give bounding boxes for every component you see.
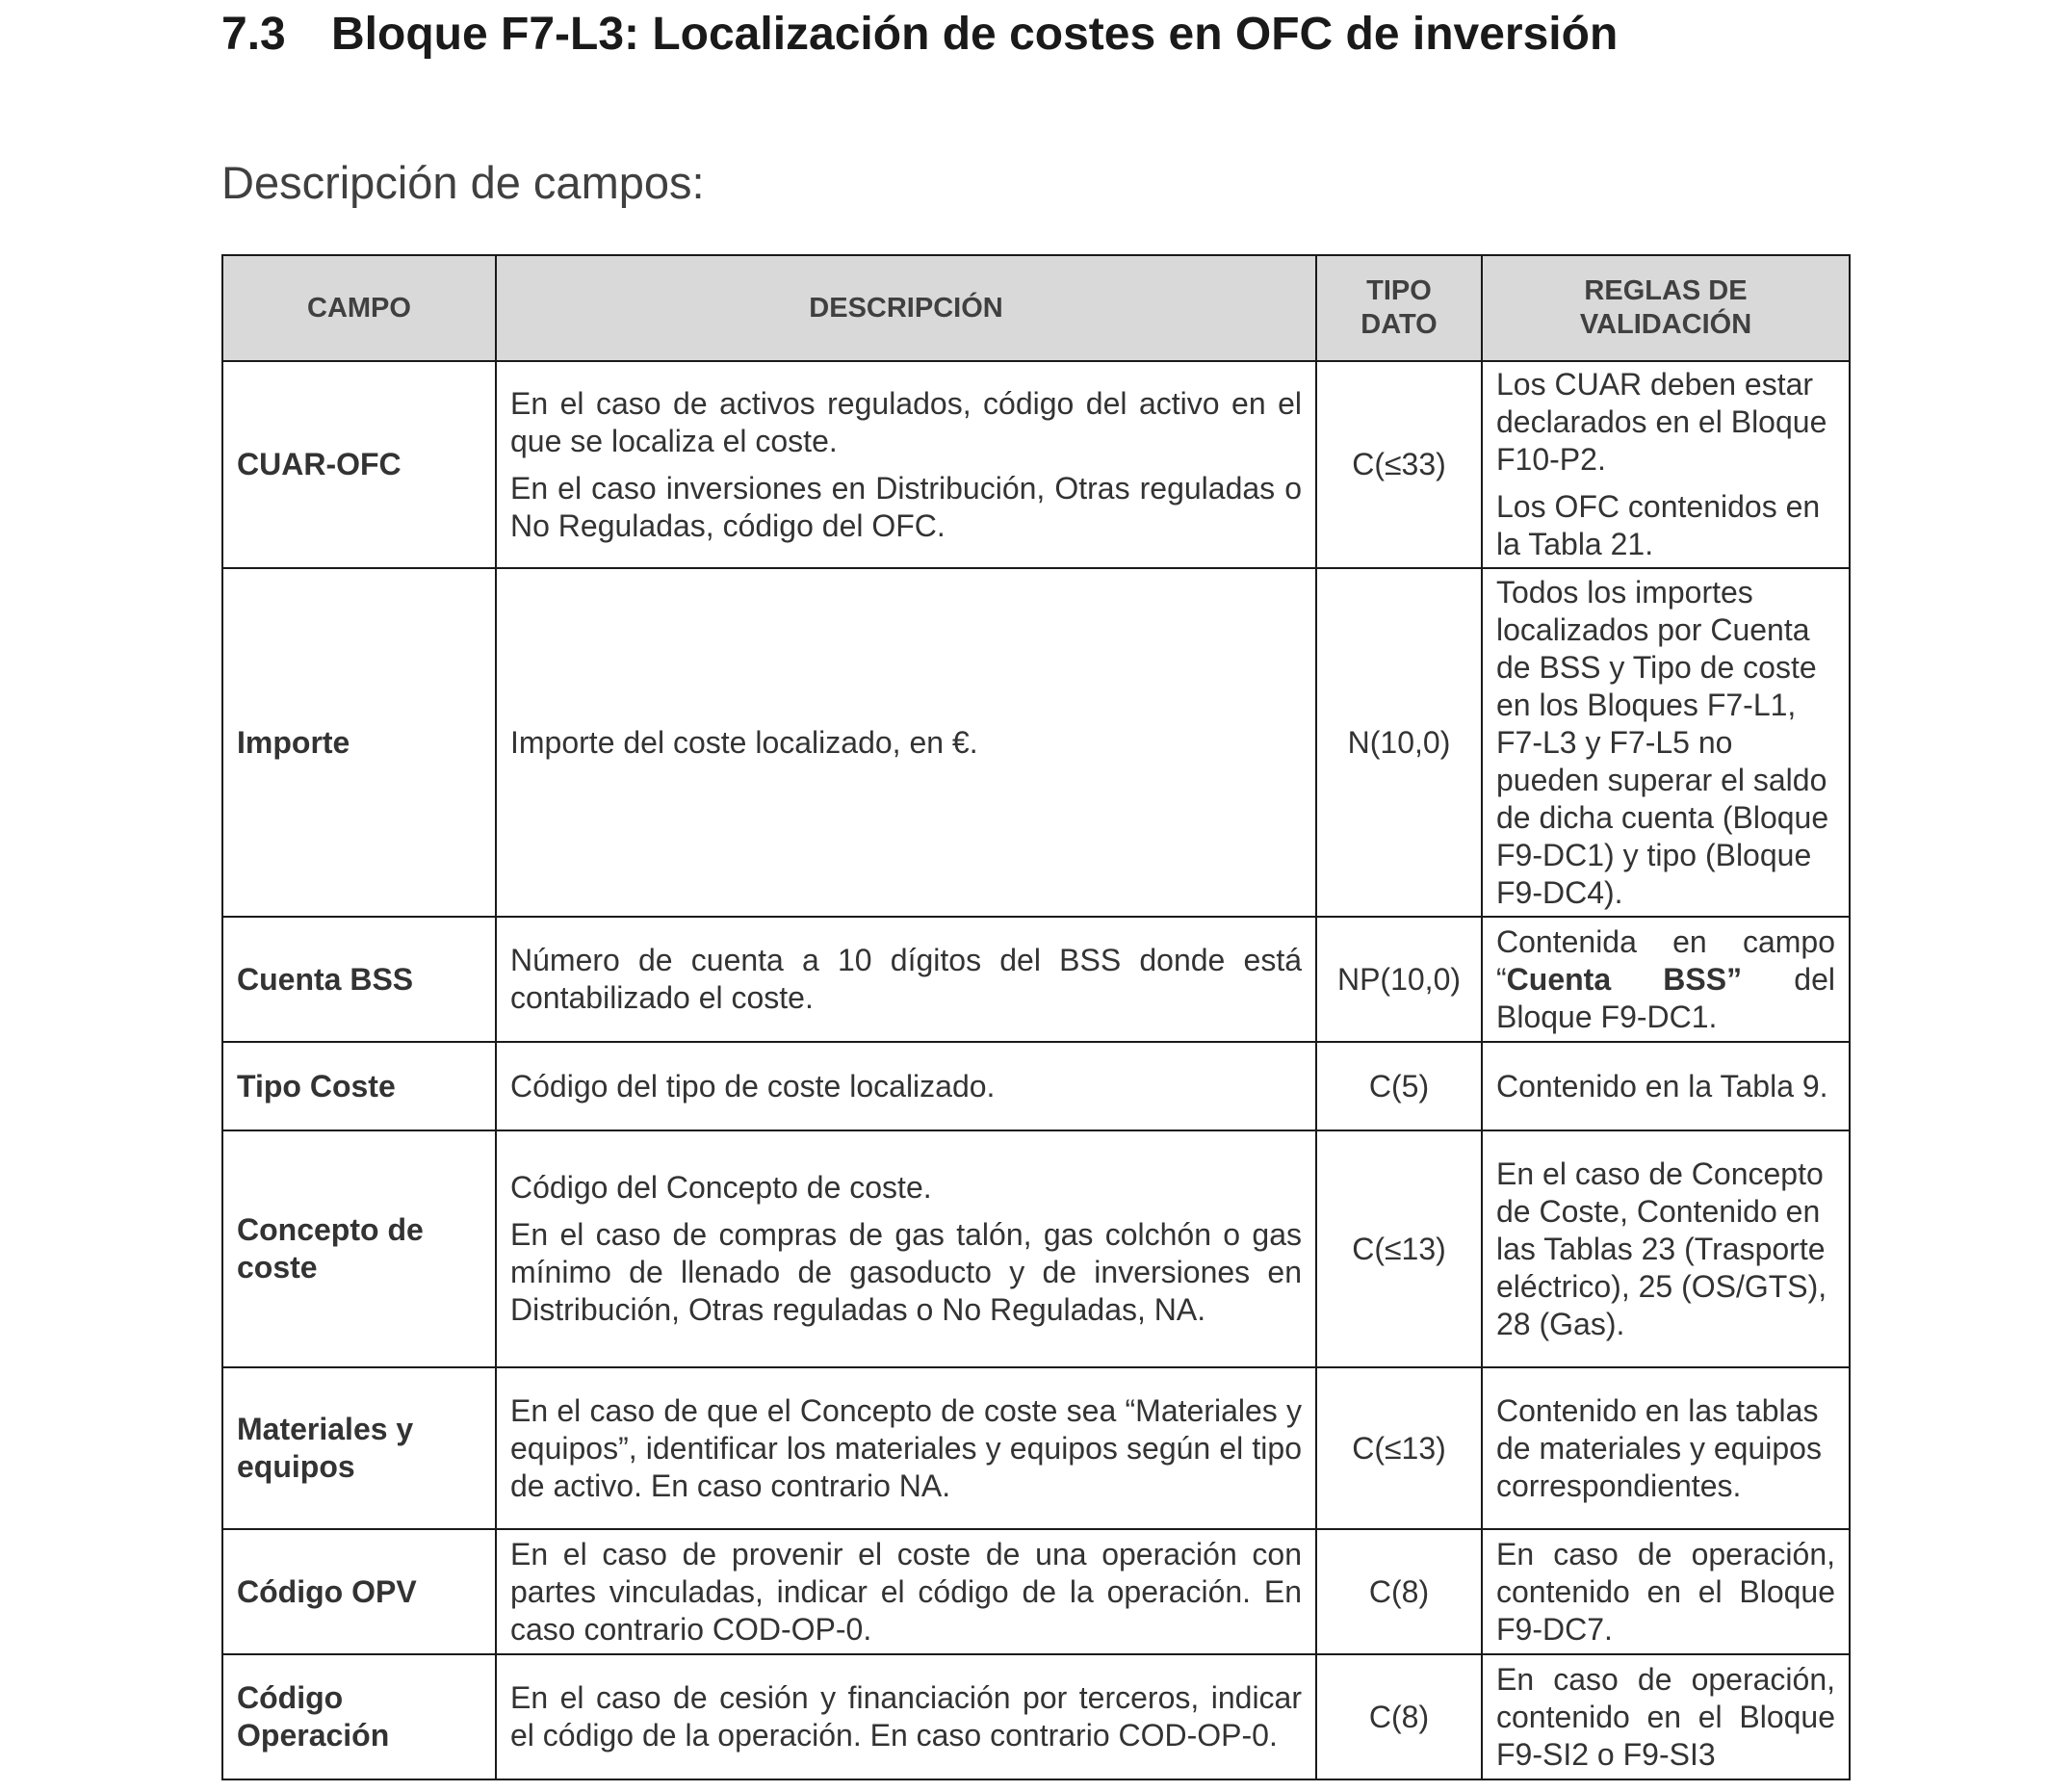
field-description <box>496 1367 1316 1529</box>
fields-table <box>221 254 1851 1780</box>
rule-paragraph <box>1496 923 1835 1036</box>
rule-paragraph: Los OFC contenidos en la Tabla 21. <box>1496 489 1821 561</box>
field-name: Tipo Coste <box>222 1042 496 1130</box>
field-data-type: N(10,0) <box>1316 568 1482 917</box>
field-data-type: C(≤13) <box>1316 1367 1482 1529</box>
table-row <box>222 1130 1850 1367</box>
header-reglas-line1: REGLAS DE <box>1584 275 1748 306</box>
field-data-type: C(≤13) <box>1316 1130 1482 1367</box>
table-row <box>222 1654 1850 1779</box>
header-tipo-dato <box>1316 255 1482 361</box>
header-reglas-validacion <box>1482 255 1850 361</box>
header-campo: CAMPO <box>222 255 496 361</box>
description-paragraph: Código del Concepto de coste. <box>510 1170 932 1205</box>
rule-paragraph: Contenido en la Tabla 9. <box>1496 1068 1828 1104</box>
description-paragraph: En el caso inversiones en Distribución, Otras reguladas o No Reguladas, código del OFC. <box>510 470 1302 543</box>
field-validation-rules <box>1482 1367 1850 1529</box>
description-paragraph: Número de cuenta a 10 dígitos del BSS donde está contabilizado el coste. <box>510 943 1302 1015</box>
table-row <box>222 361 1850 568</box>
description-paragraph: En el caso de compras de gas talón, gas colchón o gas mínimo de llenado de gasoducto y de inversiones en Distribución, Otras reguladas o No Reguladas, NA. <box>510 1217 1302 1327</box>
field-validation-rules <box>1482 361 1850 568</box>
field-validation-rules <box>1482 1042 1850 1130</box>
table-row <box>222 1367 1850 1529</box>
header-tipo-line2: DATO <box>1360 309 1438 340</box>
table-row <box>222 1042 1850 1130</box>
field-name: Importe <box>222 568 496 917</box>
description-paragraph: Código del tipo de coste localizado. <box>510 1068 996 1104</box>
rule-paragraph: En caso de operación, contenido en el Bloque F9-DC7. <box>1496 1536 1835 1647</box>
field-name: CUAR-OFC <box>222 361 496 568</box>
rule-paragraph: Contenido en las tablas de materiales y equipos correspondientes. <box>1496 1392 1822 1503</box>
field-validation-rules <box>1482 1654 1850 1779</box>
section-title: Bloque F7-L3: Localización de costes en OFC de inversión <box>331 9 1619 60</box>
field-description <box>496 1130 1316 1367</box>
field-validation-rules <box>1482 917 1850 1042</box>
header-reglas-line2: VALIDACIÓN <box>1579 309 1752 340</box>
rule-text-before: Contenida en campo “ <box>1496 923 1835 997</box>
fields-description-subheading: Descripción de campos: <box>221 157 705 208</box>
field-description <box>496 568 1316 917</box>
field-description <box>496 1529 1316 1654</box>
field-data-type: C(5) <box>1316 1042 1482 1130</box>
section-number: 7.3 <box>221 9 286 60</box>
table-header-row <box>222 255 1850 361</box>
field-data-type: C(≤33) <box>1316 361 1482 568</box>
field-validation-rules <box>1482 1529 1850 1654</box>
rule-paragraph: Los CUAR deben estar declarados en el Bloque F10-P2. <box>1496 367 1827 477</box>
table-row <box>222 1529 1850 1654</box>
header-tipo-line1: TIPO <box>1366 275 1432 306</box>
description-paragraph: En el caso de cesión y financiación por terceros, indicar el código de la operación. En caso contrario COD-OP-0. <box>510 1680 1302 1753</box>
description-paragraph: En el caso de activos regulados, código del activo en el que se localiza el coste. <box>510 385 1302 458</box>
table-row <box>222 568 1850 917</box>
rule-paragraph: Todos los importes localizados por Cuenta de BSS y Tipo de coste en los Bloques F7-L1, F7-L3 y F7-L5 no pueden superar el saldo de dicha cuenta (Bloque F9-DC1) y tipo (Bloque F9-DC4). <box>1496 574 1829 910</box>
field-validation-rules <box>1482 1130 1850 1367</box>
field-validation-rules <box>1482 568 1850 917</box>
field-name: Cuenta BSS <box>222 917 496 1042</box>
section-heading <box>221 8 1618 61</box>
field-name: Código OPV <box>222 1529 496 1654</box>
field-data-type: C(8) <box>1316 1529 1482 1654</box>
header-descripcion: DESCRIPCIÓN <box>496 255 1316 361</box>
table-row <box>222 917 1850 1042</box>
rule-text-bold: Cuenta BSS” <box>1506 961 1743 997</box>
field-description <box>496 917 1316 1042</box>
field-description <box>496 1654 1316 1779</box>
field-name: Concepto de coste <box>222 1130 496 1367</box>
field-data-type: NP(10,0) <box>1316 917 1482 1042</box>
field-description <box>496 1042 1316 1130</box>
rule-paragraph: En el caso de Concepto de Coste, Contenido en las Tablas 23 (Trasporte eléctrico), 25 (OS/GTS), 28 (Gas). <box>1496 1156 1827 1341</box>
field-name: Código Operación <box>222 1654 496 1779</box>
description-paragraph: En el caso de provenir el coste de una operación con partes vinculadas, indicar el código de la operación. En caso contrario COD-OP-0. <box>510 1536 1302 1647</box>
rule-paragraph: En caso de operación, contenido en el Bloque F9-SI2 o F9-SI3 <box>1496 1661 1835 1772</box>
description-paragraph: En el caso de que el Concepto de coste sea “Materiales y equipos”, identificar los materiales y equipos según el tipo de activo. En caso contrario NA. <box>510 1392 1302 1503</box>
field-data-type: C(8) <box>1316 1654 1482 1779</box>
field-description <box>496 361 1316 568</box>
rule-text-after: del Bloque F9-DC1. <box>1496 961 1836 1034</box>
description-paragraph: Importe del coste localizado, en €. <box>510 724 978 760</box>
field-name: Materiales y equipos <box>222 1367 496 1529</box>
